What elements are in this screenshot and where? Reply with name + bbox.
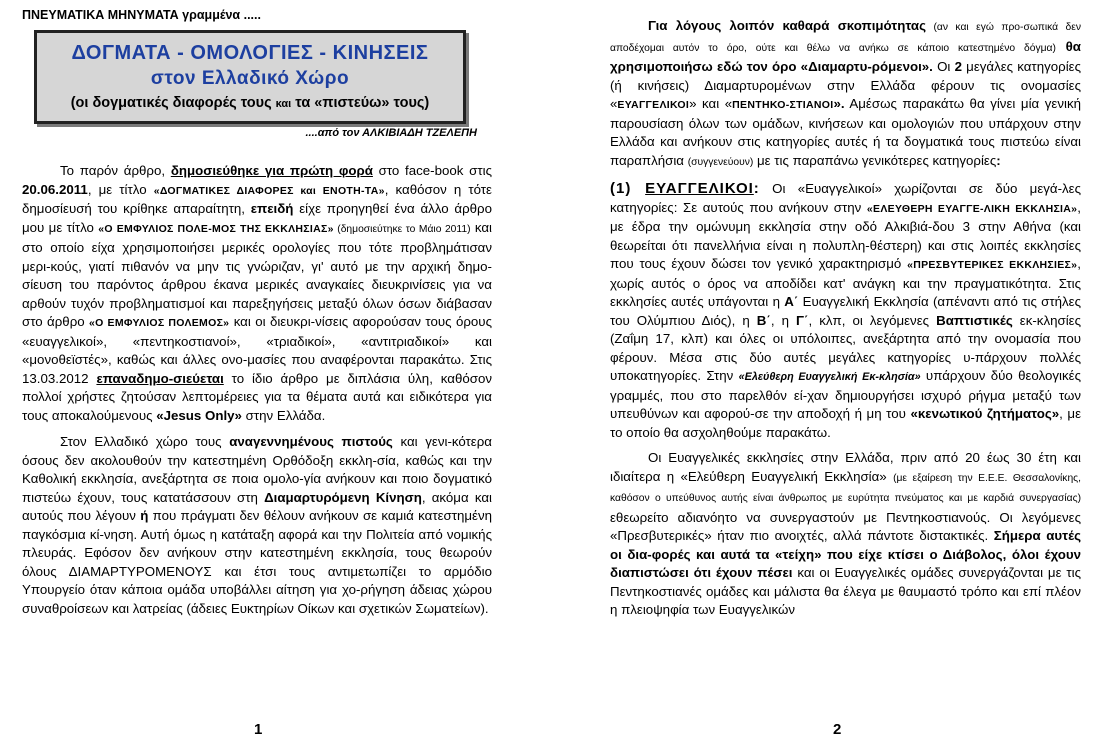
title-line-1: ΔΟΓΜΑΤΑ - ΟΜΟΛΟΓΙΕΣ - ΚΙΝΗΣΕΙΣ [71, 42, 429, 64]
paragraph: Για λόγους λοιπόν καθαρά σκοπιμότητας (αν και εγώ προ-σωπικά δεν αποδέχομαι αυτόν το όρο, ούτε και θέλω να ανήκω σε κάποιο κατεστημένο δόγμα) θα χρησιμοποιήσω εδώ τον όρο «Διαμαρτυ-ρόμενοι». Οι 2 μεγάλες κατηγορίες (ή κινήσεις) Διαμαρτυρομένων στην Ελλάδα φέρουν τις ονομασίες «ΕΥΑΓΓΕΛΙΚΟΙ» και «ΠΕΝΤΗΚΟ-ΣΤΙΑΝΟΙ». Αμέσως παρακάτω θα γίνει μία γενική παρουσίαση όλων των ομάδων, κινήσεων και ομολογιών που υπάρχουν στην Ελλάδα και ανήκουν στις κατηγορίες αυτές ή τα δογματικά τους πιστεύω είναι παραπλήσια (συγγενεύουν) με τις παραπάνω γενικότερες κατηγορίες: [610, 18, 1082, 168]
paragraph: Το παρόν άρθρο, δημοσιεύθηκε για πρώτη φορά στο face-book στις 20.06.2011, με τίτλο «ΔΟΓΜΑΤΙΚΕΣ ΔΙΑΦΟΡΕΣ και ΕΝΟΤΗ-ΤΑ», καθόσον η τότε δημοσίευσή του κρίθηκε απαραίτητη, επειδή είχε προηγηθεί ένα άλλο άρθρο μου με τίτλο «Ο ΕΜΦΥΛΙΟΣ ΠΟΛΕ-ΜΟΣ ΤΗΣ ΕΚΚΛΗΣΙΑΣ» (δημοσιεύτηκε το Μάιο 2011) και στο οποίο είχα χρησιμοποιήσει μερικές ορολογίες που τότε προβλημάτισαν μερι-κούς, γιατί πιθανόν να μην τις γνώριζαν, γι' αυτό με την αρχική δημο-σίευση του παρόντος άρθρου έκανα μερικές αναγκαίες διευκρινίσεις για να αρθούν τυχόν προβληματισμοί και παρεξηγήσεις μεταξύ όλων όσων διάβασαν στο άρθρο «Ο ΕΜΦΥΛΙΟΣ ΠΟΛΕΜΟΣ» και οι διευκρι-νίσεις αφορούσαν τους όρους «ευαγγελικοί», «πεντηκοστιανοί», «τριαδικοί», «αντιτριαδικοί» και «μονοθεϊστές», καθώς και άλλες ονο-μασίες που αναφέρονται παρακάτω. Στις 13.03.2012 επαναδημο-σιεύεται το ίδιο άρθρο με διπλάσια ύλη, καθόσον πολλοί χρήστες ζητούσαν λεπτομέρειες για τα θέματα αυτά και ειδικότερα για τους αποκαλούμενους «Jesus Only» στην Ελλάδα. [22, 163, 493, 423]
paragraph: (1) ΕΥΑΓΓΕΛΙΚΟΙ: Οι «Ευαγγελικοί» χωρίζονται σε δύο μεγά-λες κατηγορίες: Σε αυτούς που ανήκουν στην «ΕΛΕΥΘΕΡΗ ΕΥΑΓΓΕ-ΛΙΚΗ ΕΚΚΛΗΣΙΑ», με έδρα την ομώνυμη εκκλησία στην οδό Αλκιβιά-δου 3 στην Αθήνα (και θεωρείται ότι πανελλήνια είναι η πολυπλη-θέστερη) και στις λοιπές εκκλησίες που τους έχουν δώσει τον γενικό χαρακτηρισμό «ΠΡΕΣΒΥΤΕΡΙΚΕΣ ΕΚΚΛΗΣΙΕΣ», χωρίς αυτός ο όρος να αποδίδει κατ' ανάγκη και την πραγματικότητα. Στις εκκλησίες αυτές υπάγονται η Α΄ Ευαγγελική Εκκλησία (απέναντι από τις στήλες του Ολύμπιου Διός), η Β΄, η Γ΄, κλπ, οι λεγόμενες Βαπτιστικές εκ-κλησίες (Ζαΐμη 17, κλπ) και όλες οι υπόλοιπες, ανεξάρτητα από την ονομασία που φέρουν. Μέσα στις δύο αυτές μεγάλες κατηγορίες υ-πάρχουν πολλές υποκατηγορίες. Στην «Ελεύθερη Ευαγγελική Εκ-κλησία» υπάρχουν δύο θεολογικές γραμμές, που στο παρελθόν εί-χαν δημιουργήσει ισχυρό ρήγμα μεταξύ των υπευθύνων και αφορού-σε την αποδοχή ή μη του «κενωτικού ζητήματος», με το οποίο θα ασχοληθούμε παρακάτω. [610, 180, 1082, 440]
page-number: 2 [833, 721, 842, 738]
title-line-2: στον Ελλαδικό Χώρο [150, 68, 350, 89]
title-box [34, 30, 466, 124]
title-line-3: (οι δογματικές διαφορές τους και τα «πιστεύω» τους) [70, 95, 430, 111]
page-right [551, 0, 1103, 751]
paragraph: Οι Ευαγγελικές εκκλησίες στην Ελλάδα, πριν από 20 έως 30 έτη και ιδιαίτερα η «Ελεύθερη Ευαγγελική Εκκλησία» (με εξαίρεση την Ε.Ε.Ε. Θεσσαλονίκης, καθόσον ο υπεύθυνος αυτής είναι άνθρωπος με ευρύτητα πνεύματος και με καρδιά συνεργασίας) εθεωρείτο αδιανόητο να συνεργαστούν με Πεντηκοστιανούς. Οι λεγόμενες «Πρεσβυτερικές» ήταν πιο ανοιχτές, αλλά πάντοτε διστακτικές. Σήμερα αυτές οι δια-φορές και αυτά τα «τείχη» που είχε κτίσει ο Διάβολος, όλοι έχουν διαπιστώσει ότι έχουν πέσει και οι Ευαγγελικές ομάδες συνεργάζονται με τις Πεντηκοστιανές ομάδες και μάλιστα θα έλεγα με θαυμαστό τρόπο και επί πλέον η πλειοψηφία των Ευαγγελικών [610, 450, 1082, 617]
author-line: ....από τον ΑΛΚΙΒΙΑΔΗ ΤΖΕΛΕΠΗ [305, 127, 477, 139]
paragraph: Στον Ελλαδικό χώρο τους αναγεννημένους πιστούς και γενι-κότερα όσους δεν ακολουθούν την κατεστημένη Ορθόδοξη εκκλη-σία, καθώς και την Καθολική εκκλησία, ανεξάρτητα σε ποια ομολο-γία ανήκουν και ποιο δογματικό πιστεύω έχουν, τους κατατάσσουν στη Διαμαρτυρόμενη Κίνηση, ακόμα και αυτούς που λέγουν ή που πράγματι δεν θέλουν ανήκουν σε καμιά κατεστημένη παγκόσμια κί-νηση. Αυτή όμως η κατάταξη αφορά και την Πολιτεία από νομικής πλευράς. Εφόσον δεν ανήκουν στην κατεστημένη εκκλησία, τους θεωρούν όλους ΔΙΑΜΑΡΤΥΡΟΜΕΝΟΥΣ και έτσι τους αντιμετωπίζει το αρμόδιο Υπουργείο όταν κάποια ομάδα υποβάλλει αίτηση για χο-ρήγηση άδειας χώρου συναθροίσεων και λατρείας (άδειες Ευκτηρίων Οίκων και σχετικών Σωματείων). [22, 434, 493, 616]
right-body [610, 17, 1081, 620]
series-label: ΠΝΕΥΜΑΤΙΚΑ ΜΗΝΥΜΑΤΑ γραμμένα ..... [22, 8, 261, 22]
page-left [0, 0, 551, 751]
page-number: 1 [254, 721, 263, 738]
left-body [22, 162, 492, 618]
